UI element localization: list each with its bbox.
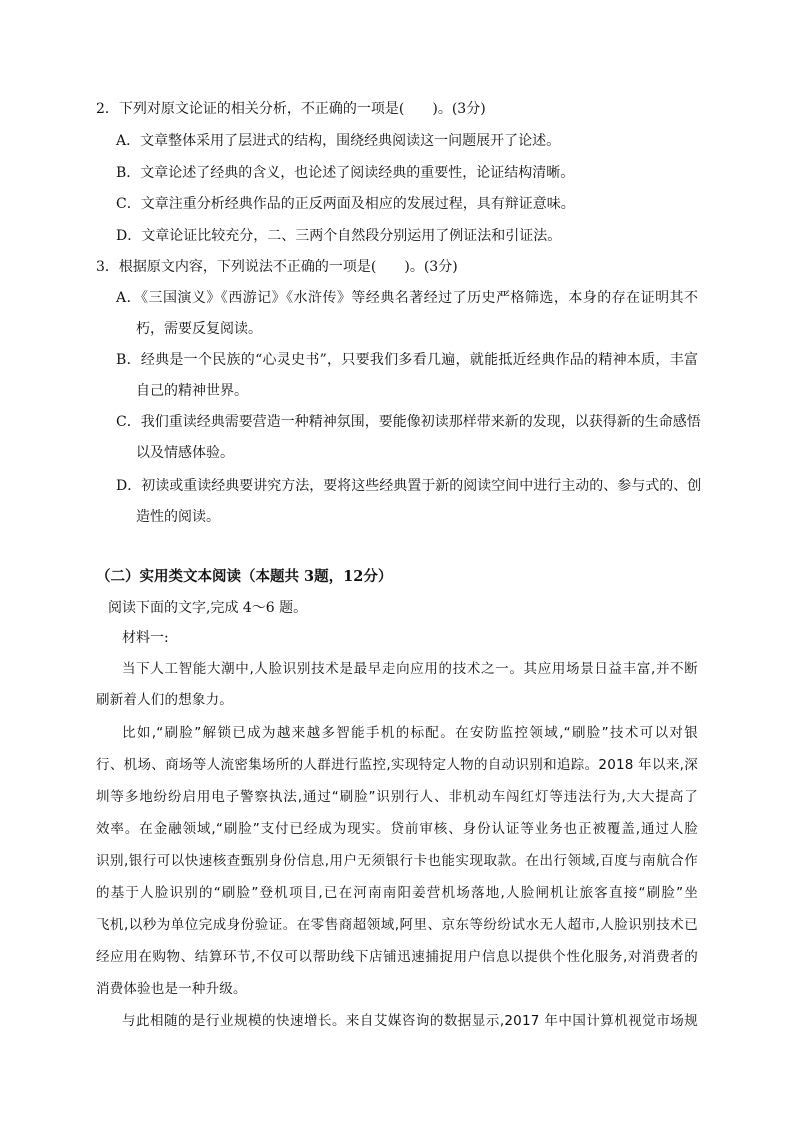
question-3-option-c-cont: 以及情感体验。 [136, 445, 234, 461]
section-title: （二）实用类文本阅读（本题共 3题，12分） [96, 568, 393, 585]
passage-p2-line3: 圳等多地纷纷启用电子警察执法,通过“刷脸”识别行人、非机动车闯红灯等违法行为,大大提高了 [96, 789, 698, 805]
passage-p2-line5: 识别,银行可以快速核查甄别身份信息,用户无须银行卡也能实现取款。在出行领域,百度与南航合作 [96, 853, 698, 869]
passage-p2-line7: 飞机,以秒为单位完成身份验证。在零售商超领域,阿里、京东等纷纷试水无人超市,人脸识别技术已 [96, 917, 698, 933]
passage-p2-line2: 行、机场、商场等人流密集场所的人群进行监控,实现特定人物的自动识别和追踪。2018 年以来,深 [96, 757, 698, 773]
question-3-stem: 3．根据原文内容，下列说法不正确的一项是( )。(3分) [96, 259, 458, 275]
material-label: 材料一: [122, 630, 169, 646]
question-3-option-b-cont: 自己的精神世界。 [136, 383, 248, 399]
question-2-stem: 2．下列对原文论证的相关分析，不正确的一项是( )。(3分) [96, 101, 486, 117]
passage-p2-line1: 比如,“刷脸”解锁已成为越来越多智能手机的标配。在安防监控领域,“刷脸”技术可以对银 [122, 725, 698, 741]
passage-p2-line6: 的基于人脸识别的“刷脸”登机项目,已在河南南阳姜营机场落地,人脸闸机让旅客直接“刷脸”坐 [96, 885, 698, 901]
passage-p3-line1: 与此相随的是行业规模的快速增长。来自艾媒咨询的数据显示,2017 年中国计算机视觉市场规 [122, 1013, 698, 1029]
passage-p2-line8: 经应用在购物、结算环节,不仅可以帮助线下店铺迅速捕捉用户信息以提供个性化服务,对消费者的 [96, 949, 698, 965]
passage-p1-line1: 当下人工智能大潮中,人脸识别技术是最早走向应用的技术之一。其应用场景日益丰富,并不断 [122, 661, 698, 677]
question-3-option-a-cont: 朽，需要反复阅读。 [136, 321, 262, 337]
question-2-option-d: D．文章论证比较充分，二、三两个自然段分别运用了例证法和引证法。 [116, 228, 562, 244]
passage-p2-line9: 消费体验也是一种升级。 [96, 981, 247, 997]
question-2-option-b: B．文章论述了经典的含义，也论述了阅读经典的重要性，论证结构清晰。 [116, 165, 575, 181]
question-2-option-c: C．文章注重分析经典作品的正反两面及相应的发展过程，具有辩证意味。 [116, 196, 575, 212]
question-3-option-d: D．初读或重读经典要讲究方法，要将这些经典置于新的阅读空间中进行主动的、参与式的、创 [116, 478, 702, 494]
question-3-option-d-cont: 造性的阅读。 [136, 509, 220, 525]
question-3-option-b: B．经典是一个民族的“心灵史书”，只要我们多看几遍，就能抵近经典作品的精神本质，丰富 [116, 352, 698, 368]
question-3-option-a: A．《三国演义》《西游记》《水浒传》等经典名著经过了历史严格筛选，本身的存在证明其不 [116, 290, 698, 306]
question-3-option-c: C．我们重读经典需要营造一种精神氛围，要能像初读那样带来新的发现，以获得新的生命感悟 [116, 414, 701, 430]
passage-p1-line2: 刷新着人们的想象力。 [96, 692, 233, 708]
passage-p2-line4: 效率。在金融领域,“刷脸”支付已经成为现实。贷前审核、身份认证等业务也正被覆盖,通过人脸 [96, 821, 698, 837]
question-2-option-a: A．文章整体采用了层进式的结构，围绕经典阅读这一问题展开了论述。 [116, 133, 561, 149]
section-intro: 阅读下面的文字,完成 4～6 题。 [108, 600, 308, 616]
